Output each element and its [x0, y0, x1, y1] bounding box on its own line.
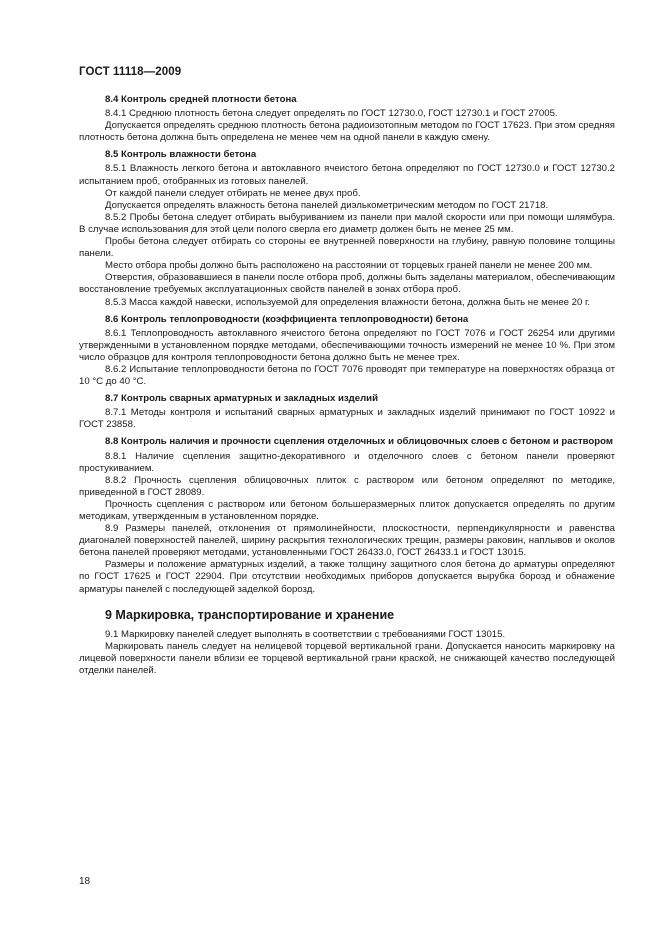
paragraph: Отверстия, образовавшиеся в панели после отбора проб, должны быть заделаны материалом, обеспечивающим восстановление требуемых эксплуатационных свойств панелей в зонах отбора проб. — [79, 272, 615, 296]
section-heading: 8.4 Контроль средней плотности бетона — [105, 94, 297, 105]
paragraph: 8.5.1 Влажность легкого бетона и автоклавного ячеистого бетона определяют по ГОСТ 12730.0 и ГОСТ 12730.2 испытанием проб, отобранных из готовых панелей. — [79, 163, 615, 187]
page-number: 18 — [79, 876, 91, 887]
paragraph: Допускается определять влажность бетона панелей диэлькометрическим методом по ГОСТ 21718. — [105, 199, 549, 211]
paragraph: 8.5.2 Пробы бетона следует отбирать выбуриванием из панели при малой скорости или при помощи шлямбура. В случае использования для этой цели полого сверла его диаметр должен быть не менее 25 мм. — [79, 211, 615, 235]
paragraph: 8.7.1 Методы контроля и испытаний сварных арматурных и закладных изделий принимают по ГОСТ 10922 и ГОСТ 23858. — [79, 407, 615, 431]
section-heading: 8.8 Контроль наличия и прочности сцепления отделочных и облицовочных слоев с бетоном и раствором — [105, 436, 613, 448]
paragraph: 8.6.2 Испытание теплопроводности бетона по ГОСТ 7076 проводят при температуре на поверхностях образца от 10 °С до 40 °С. — [79, 363, 615, 388]
paragraph: Место отбора пробы должно быть расположено на расстоянии от торцевых граней панели не менее 200 мм. — [105, 260, 593, 272]
document-body — [79, 94, 615, 677]
paragraph: 9.1 Маркировку панелей следует выполнять в соответствии с требованиями ГОСТ 13015. — [105, 628, 506, 640]
paragraph: 8.6.1 Теплопроводность автоклавного ячеистого бетона определяют по ГОСТ 7076 и ГОСТ 26254 или другими утвержденными в установленном порядке методами, обеспечивающими точность измерений не менее 10 %. При этом число образцов для контроля теплопроводности бетона должно быть не менее трех. — [79, 327, 615, 363]
chapter-heading: 9 Маркировка, транспортирование и хранение — [105, 607, 395, 622]
paragraph: Маркировать панель следует на нелицевой торцевой вертикальной грани. Допускается наносить маркировку на лицевой поверхности панели вблизи ее торцевой вертикальной грани краской, не снижающей качество последующей отделки панелей. — [79, 640, 615, 676]
paragraph: 8.8.2 Прочность сцепления облицовочных плиток с раствором или бетоном определяют по методике, приведенной в ГОСТ 28089. — [79, 474, 615, 498]
section-heading: 8.6 Контроль теплопроводности (коэффициента теплопроводности) бетона — [105, 313, 469, 325]
paragraph: Допускается определять среднюю плотность бетона радиоизотопным методом по ГОСТ 17623. При этом средняя плотность бетона должна быть определена не менее чем на одной панели в каждую смену. — [79, 120, 615, 144]
paragraph: 8.5.3 Масса каждой навески, используемой для определения влажности бетона, должна быть не менее 20 г. — [105, 296, 590, 308]
paragraph: 8.8.1 Наличие сцепления защитно-декоративного и отделочного слоев с бетоном панели проверяют простукиванием. — [79, 450, 615, 474]
paragraph: Размеры и положение арматурных изделий, а также толщину защитного слоя бетона до арматуры определяют по ГОСТ 17625 и ГОСТ 22904. При отсутствии необходимых приборов допускается вырубка борозд и обнажение арматуры панелей с последующей заделкой борозд. — [79, 559, 615, 595]
paragraph: Пробы бетона следует отбирать со стороны ее внутренней поверхности на глубину, равную половине толщины панели. — [79, 236, 615, 260]
section-heading: 8.5 Контроль влажности бетона — [105, 149, 257, 161]
paragraph: От каждой панели следует отбирать не менее двух проб. — [105, 187, 361, 199]
section-heading: 8.7 Контроль сварных арматурных и закладных изделий — [105, 393, 378, 405]
paragraph: 8.9 Размеры панелей, отклонения от прямолинейности, плоскостности, перпендикулярности и равенства диагоналей поверхностей панелей, ширину раскрытия технологических трещин, размеры раковин, наплывов и околов бетона панелей проверяют методами, установленными ГОСТ 26433.0, ГОСТ 26433.1 и ГОСТ 13015. — [79, 523, 615, 559]
document-header: ГОСТ 11118—2009 — [79, 66, 182, 78]
paragraph: 8.4.1 Среднюю плотность бетона следует определять по ГОСТ 12730.0, ГОСТ 12730.1 и ГОСТ 27005. — [105, 108, 558, 120]
paragraph: Прочность сцепления с раствором или бетоном большеразмерных плиток допускается определять по другим методикам, утвержденным в установленном порядке. — [79, 498, 615, 522]
